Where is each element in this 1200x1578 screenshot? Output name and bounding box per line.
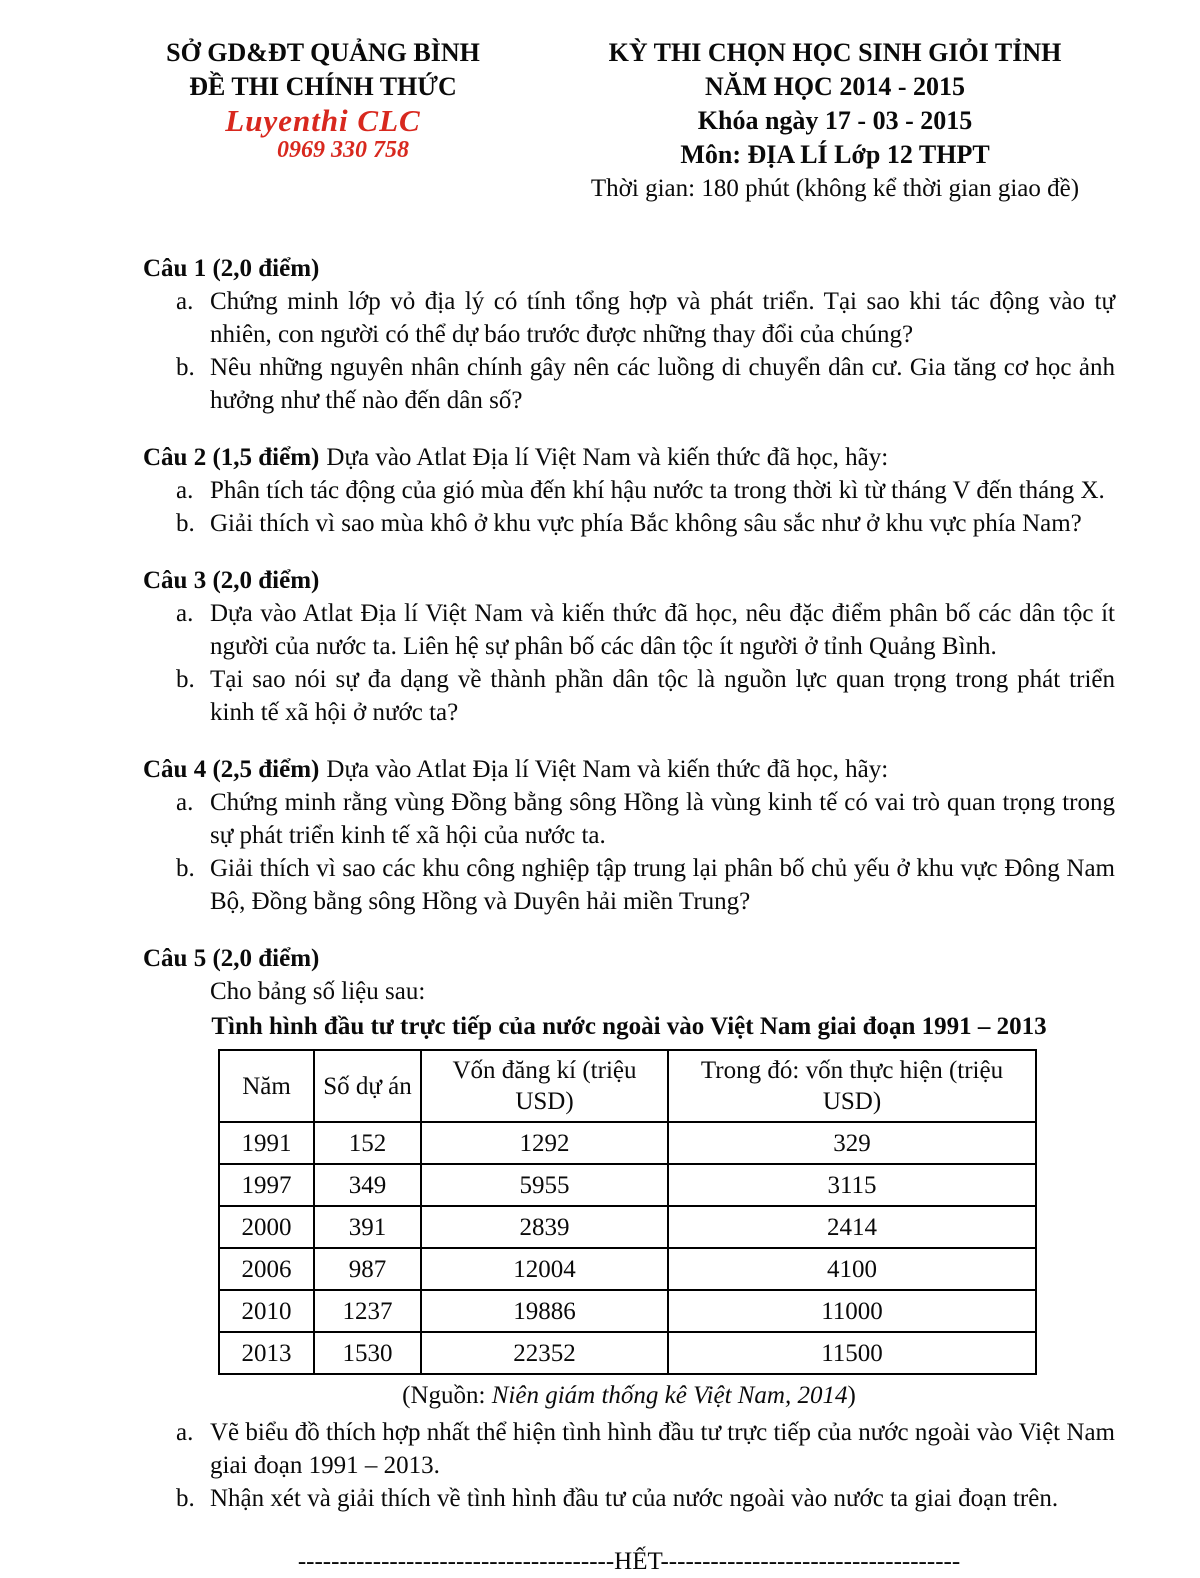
col-header-implemented: Trong đó: vốn thực hiện (triệu USD) [668, 1050, 1036, 1122]
cell-implemented: 11500 [668, 1332, 1036, 1374]
cell-year: 2000 [219, 1206, 314, 1248]
question-2 [143, 441, 1115, 540]
table-title: Tình hình đầu tư trực tiếp của nước ngoài vào Việt Nam giai đoạn 1991 – 2013 [211, 1013, 1047, 1040]
item-text: Vẽ biểu đồ thích hợp nhất thể hiện tình hình đầu tư trực tiếp của nước ngoài vào Việt Nam giai đoạn 1991 – 2013. [210, 1419, 1115, 1479]
question-3-number: Câu 3 (2,0 điểm) [143, 567, 320, 594]
document-header [158, 36, 1115, 206]
table-header-row [219, 1050, 1036, 1122]
question-1 [143, 252, 1115, 417]
question-4-number: Câu 4 (2,5 điểm) [143, 756, 320, 783]
table-row [219, 1122, 1036, 1164]
source-name: Niên giám thống kê Việt Nam, 2014 [491, 1382, 848, 1409]
item-text: Chứng minh rằng vùng Đồng bằng sông Hồng là vùng kinh tế có vai trò quan trọng trong sự phát triển kinh tế xã hội của nước ta. [210, 789, 1115, 849]
question-2-item-a [143, 474, 1115, 507]
subject-line: Môn: ĐỊA LÍ Lớp 12 THPT [680, 140, 990, 169]
cell-implemented: 2414 [668, 1206, 1036, 1248]
question-4-intro: Dựa vào Atlat Địa lí Việt Nam và kiến thức đã học, hãy: [326, 756, 889, 783]
exam-date: Khóa ngày 17 - 03 - 2015 [697, 106, 973, 135]
cell-registered: 1292 [421, 1122, 668, 1164]
item-marker: b. [176, 1485, 195, 1512]
cell-implemented: 3115 [668, 1164, 1036, 1206]
question-4-item-b [143, 852, 1115, 918]
item-marker: b. [176, 354, 195, 381]
question-2-item-b [143, 507, 1115, 540]
question-1-number: Câu 1 (2,0 điểm) [143, 255, 320, 282]
question-1-item-b [143, 351, 1115, 417]
cell-year: 1997 [219, 1164, 314, 1206]
item-text: Giải thích vì sao các khu công nghiệp tập trung lại phân bố chủ yếu ở khu vực Đông Nam Bộ, Đồng bằng sông Hồng và Duyên hải miền Trung? [210, 855, 1115, 915]
table-row [219, 1290, 1036, 1332]
col-header-projects: Số dự án [314, 1050, 421, 1122]
cell-projects: 1530 [314, 1332, 421, 1374]
item-marker: a. [176, 1419, 194, 1446]
question-1-item-a [143, 285, 1115, 351]
question-3-item-b [143, 663, 1115, 729]
item-text: Chứng minh lớp vỏ địa lý có tính tổng hợp và phát triển. Tại sao khi tác động vào tự nhiên, con người có thể dự báo trước được những thay đổi của chúng? [210, 288, 1115, 348]
table-row [219, 1164, 1036, 1206]
cell-year: 2006 [219, 1248, 314, 1290]
cell-registered: 22352 [421, 1332, 668, 1374]
header-left-block [158, 36, 488, 163]
cell-registered: 5955 [421, 1164, 668, 1206]
cell-projects: 987 [314, 1248, 421, 1290]
cell-projects: 349 [314, 1164, 421, 1206]
item-text: Tại sao nói sự đa dạng về thành phần dân tộc là nguồn lực quan trọng trong phát triển kinh tế xã hội ở nước ta? [210, 666, 1115, 726]
luyenthi-clc-logo: Luyenthi CLC [225, 103, 421, 138]
item-marker: b. [176, 510, 195, 537]
cell-projects: 1237 [314, 1290, 421, 1332]
source-suffix: ) [847, 1382, 856, 1409]
cell-implemented: 4100 [668, 1248, 1036, 1290]
table-row [219, 1248, 1036, 1290]
question-5-item-a [143, 1416, 1115, 1482]
item-text: Nhận xét và giải thích về tình hình đầu tư của nước ngoài vào nước ta giai đoạn trên. [210, 1485, 1059, 1512]
col-header-year: Năm [219, 1050, 314, 1122]
question-4-item-a [143, 786, 1115, 852]
question-3-heading [143, 564, 1115, 597]
exam-type: ĐỀ THI CHÍNH THỨC [189, 72, 457, 101]
school-year: NĂM HỌC 2014 - 2015 [705, 72, 965, 101]
col-header-registered: Vốn đăng kí (triệu USD) [421, 1050, 668, 1122]
header-right-block [555, 36, 1115, 206]
question-1-heading [143, 252, 1115, 285]
item-marker: a. [176, 477, 194, 504]
cell-year: 2010 [219, 1290, 314, 1332]
cell-registered: 19886 [421, 1290, 668, 1332]
item-marker: a. [176, 600, 194, 627]
item-text: Dựa vào Atlat Địa lí Việt Nam và kiến thức đã học, nêu đặc điểm phân bố các dân tộc ít người của nước ta. Liên hệ sự phân bố các dân tộc ít người ở tỉnh Quảng Bình. [210, 600, 1115, 660]
item-marker: a. [176, 789, 194, 816]
issuing-org: SỞ GD&ĐT QUẢNG BÌNH [166, 38, 480, 67]
question-5-number: Câu 5 (2,0 điểm) [143, 945, 320, 972]
question-2-heading [143, 441, 1115, 474]
item-text: Nêu những nguyên nhân chính gây nên các luồng di chuyển dân cư. Gia tăng cơ học ảnh hưởng như thế nào đến dân số? [210, 354, 1115, 414]
duration-line: Thời gian: 180 phút (không kể thời gian giao đề) [590, 175, 1080, 202]
question-2-number: Câu 2 (1,5 điểm) [143, 444, 320, 471]
item-text: Giải thích vì sao mùa khô ở khu vực phía Bắc không sâu sắc như ở khu vực phía Nam? [210, 510, 1082, 537]
item-marker: b. [176, 855, 195, 882]
cell-implemented: 11000 [668, 1290, 1036, 1332]
cell-projects: 391 [314, 1206, 421, 1248]
question-4 [143, 753, 1115, 918]
cell-year: 2013 [219, 1332, 314, 1374]
cell-registered: 12004 [421, 1248, 668, 1290]
question-3-item-a [143, 597, 1115, 663]
table-row [219, 1206, 1036, 1248]
end-of-exam-line: --------------------------------------HẾT------------------------------------ [297, 1548, 961, 1575]
question-5 [143, 942, 1115, 1515]
source-prefix: (Nguồn: [402, 1382, 492, 1409]
question-5-lead: Cho bảng số liệu sau: [210, 978, 426, 1005]
logo-phone-number: 0969 330 758 [277, 137, 409, 163]
table-row [219, 1332, 1036, 1374]
question-5-heading [143, 942, 1115, 975]
cell-projects: 152 [314, 1122, 421, 1164]
exam-title: KỲ THI CHỌN HỌC SINH GIỎI TỈNH [608, 38, 1062, 67]
item-marker: a. [176, 288, 194, 315]
cell-registered: 2839 [421, 1206, 668, 1248]
item-text: Phân tích tác động của gió mùa đến khí hậu nước ta trong thời kì từ tháng V đến tháng X. [210, 477, 1105, 504]
fdi-data-table [218, 1049, 1037, 1375]
question-4-heading [143, 753, 1115, 786]
cell-year: 1991 [219, 1122, 314, 1164]
item-marker: b. [176, 666, 195, 693]
table-source [143, 1379, 1115, 1412]
question-2-intro: Dựa vào Atlat Địa lí Việt Nam và kiến thức đã học, hãy: [326, 444, 889, 471]
question-3 [143, 564, 1115, 729]
cell-implemented: 329 [668, 1122, 1036, 1164]
question-5-item-b [143, 1482, 1115, 1515]
